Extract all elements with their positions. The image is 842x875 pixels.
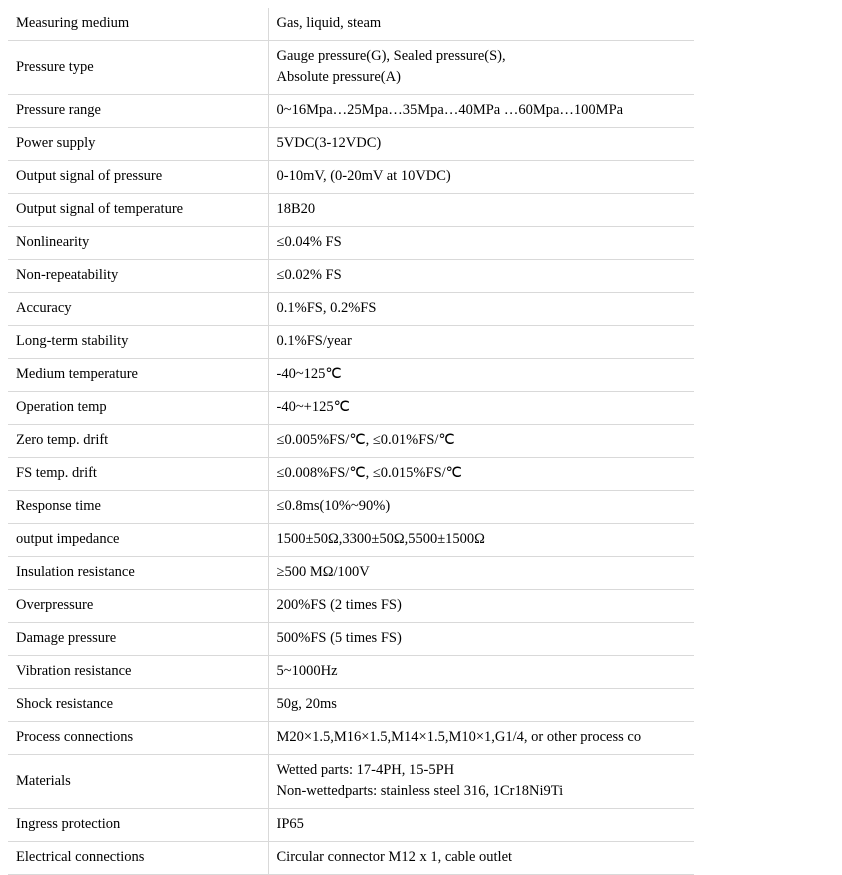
table-row: [8, 557, 694, 590]
table-row: [8, 260, 694, 293]
spec-value: M20×1.5,M16×1.5,M14×1.5,M10×1,G1/4, or other process co: [268, 722, 694, 755]
spec-value: ≥500 MΩ/100V: [268, 557, 694, 590]
spec-value: IP65: [268, 809, 694, 842]
spec-label: Ingress protection: [8, 809, 268, 842]
table-row: [8, 689, 694, 722]
table-row: [8, 326, 694, 359]
table-row: [8, 293, 694, 326]
spec-label: Power supply: [8, 128, 268, 161]
spec-label: Accuracy: [8, 293, 268, 326]
table-row: [8, 227, 694, 260]
spec-value-line: Absolute pressure(A): [276, 69, 401, 86]
table-row: [8, 842, 694, 875]
spec-label: Medium temperature: [8, 359, 268, 392]
spec-value: ≤0.008%FS/℃, ≤0.015%FS/℃: [268, 458, 694, 491]
table-row: [8, 392, 694, 425]
spec-label: FS temp. drift: [8, 458, 268, 491]
table-row: [8, 491, 694, 524]
spec-value: 0.1%FS/year: [268, 326, 694, 359]
table-row: [8, 95, 694, 128]
spec-value: 5VDC(3-12VDC): [268, 128, 694, 161]
spec-value: 0-10mV, (0-20mV at 10VDC): [268, 161, 694, 194]
spec-value: Gas, liquid, steam: [268, 8, 694, 41]
table-row: [8, 656, 694, 689]
spec-value: -40~+125℃: [268, 392, 694, 425]
spec-value-line: Non-wettedparts: stainless steel 316, 1Cr18Ni9Ti: [276, 783, 564, 800]
spec-label: Vibration resistance: [8, 656, 268, 689]
table-row: [8, 128, 694, 161]
table-row: [8, 41, 694, 95]
spec-label: Non-repeatability: [8, 260, 268, 293]
spec-label: Overpressure: [8, 590, 268, 623]
spec-value-line: Wetted parts: 17-4PH, 15-5PH: [276, 762, 455, 779]
table-row: [8, 722, 694, 755]
spec-label: output impedance: [8, 524, 268, 557]
table-row: [8, 359, 694, 392]
spec-label: Damage pressure: [8, 623, 268, 656]
table-row: [8, 809, 694, 842]
specification-table: [8, 8, 694, 875]
spec-label: Response time: [8, 491, 268, 524]
spec-value: ≤0.005%FS/℃, ≤0.01%FS/℃: [268, 425, 694, 458]
spec-value: [268, 755, 694, 809]
spec-value: 500%FS (5 times FS): [268, 623, 694, 656]
spec-label: Output signal of temperature: [8, 194, 268, 227]
table-row: [8, 458, 694, 491]
spec-label: Long-term stability: [8, 326, 268, 359]
spec-label: Insulation resistance: [8, 557, 268, 590]
table-row: [8, 425, 694, 458]
spec-label: Electrical connections: [8, 842, 268, 875]
spec-label: Pressure range: [8, 95, 268, 128]
spec-value: -40~125℃: [268, 359, 694, 392]
spec-value: 1500±50Ω,3300±50Ω,5500±1500Ω: [268, 524, 694, 557]
spec-label: Pressure type: [8, 41, 268, 95]
spec-value: 200%FS (2 times FS): [268, 590, 694, 623]
spec-value: 0.1%FS, 0.2%FS: [268, 293, 694, 326]
spec-value: ≤0.8ms(10%~90%): [268, 491, 694, 524]
table-body: [8, 8, 694, 875]
spec-label: Measuring medium: [8, 8, 268, 41]
table-row: [8, 194, 694, 227]
table-row: [8, 755, 694, 809]
spec-label: Process connections: [8, 722, 268, 755]
spec-value-line: Gauge pressure(G), Sealed pressure(S),: [276, 48, 506, 65]
spec-value: Circular connector M12 x 1, cable outlet: [268, 842, 694, 875]
table-row: [8, 8, 694, 41]
table-row: [8, 524, 694, 557]
spec-label: Nonlinearity: [8, 227, 268, 260]
spec-value: 5~1000Hz: [268, 656, 694, 689]
spec-label: Output signal of pressure: [8, 161, 268, 194]
spec-value: ≤0.04% FS: [268, 227, 694, 260]
spec-label: Materials: [8, 755, 268, 809]
spec-label: Zero temp. drift: [8, 425, 268, 458]
spec-value: 18B20: [268, 194, 694, 227]
spec-value: 50g, 20ms: [268, 689, 694, 722]
spec-value: 0~16Mpa…25Mpa…35Mpa…40MPa …60Mpa…100MPa: [268, 95, 694, 128]
spec-label: Operation temp: [8, 392, 268, 425]
spec-label: Shock resistance: [8, 689, 268, 722]
spec-value: ≤0.02% FS: [268, 260, 694, 293]
table-row: [8, 623, 694, 656]
spec-value: [268, 41, 694, 95]
table-row: [8, 161, 694, 194]
table-row: [8, 590, 694, 623]
